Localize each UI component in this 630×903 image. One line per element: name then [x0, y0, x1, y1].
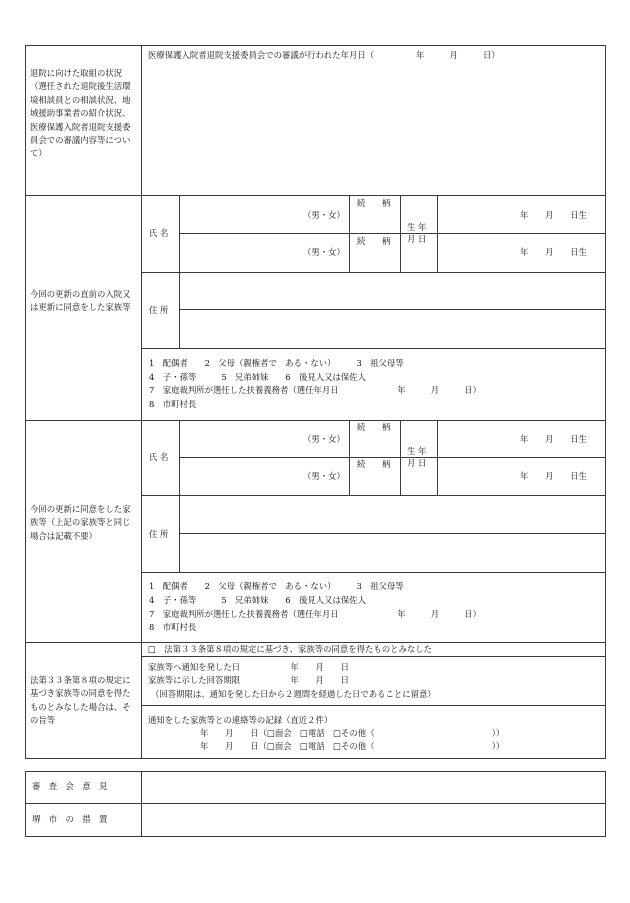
deadline-note: （回答期限は、通知を発した日から２週間を経過した日であることに留意）	[151, 689, 436, 699]
article33-heading: 法第３３条第８項の規定に基づき家族等の同意を得たものとみなした場合は、その旨等	[30, 675, 131, 726]
contact-record-row[interactable]: 年 月 日（□面会 □電話 □その他（ ））	[200, 741, 505, 751]
relation-option-1: 1 配偶者 2 父母（親権者で ある・ない） 3 祖父母等	[149, 358, 404, 368]
review-border-left	[25, 771, 26, 837]
relation-label: 続 柄	[357, 236, 391, 246]
contact-record-row[interactable]: 年 月 日（□面会 □電話 □その他（ ））	[200, 728, 505, 738]
family-prev-heading: 今回の更新の直前の入院又は更新に同意をした家族等	[30, 289, 131, 313]
family-current-heading: 今回の更新に同意をした家族等（上記の家族等と同じ場合は記載不要）	[30, 504, 131, 541]
relation-option-4: 8 市町村長	[149, 622, 197, 632]
relation-col-line	[349, 420, 350, 495]
address-label: 住 所	[149, 305, 169, 315]
relation-option-3: 7 家庭裁判所が選任した扶養義務者（選任年月日 年 月 日）	[149, 385, 481, 395]
row-line	[141, 705, 606, 706]
relation-option-4: 8 市町村長	[149, 399, 197, 409]
review-border-right	[605, 771, 606, 837]
retirement-efforts-heading: 退院に向けた取組の状況（選任された退院後生活環境相談員との相談状況、地域援助事業者の紹介状況、医療保護入院者退院支援委員会での審議内容等について）	[30, 68, 131, 159]
review-opinion-field[interactable]	[142, 772, 605, 803]
relation-option-2: 4 子・孫等 5 兄弟姉妹 6 後見人又は保佐人	[149, 595, 366, 605]
reply-deadline-line: 家族等に示した回答期限 年 月 日	[148, 675, 349, 685]
birth-label: 月 日	[407, 458, 427, 468]
birth-date-field: 年 月 日生	[520, 471, 587, 481]
contact-record-title: 通知をした家族等との連絡等の記録（直近２件）	[148, 715, 333, 725]
relation-label: 続 柄	[357, 422, 391, 432]
birth-label: 生 年	[407, 222, 427, 232]
birth-date-field: 年 月 日生	[520, 434, 587, 444]
gender-field: （男・女）	[303, 247, 345, 257]
review-table-bottom	[25, 836, 606, 837]
section-divider	[25, 195, 606, 196]
row-line	[141, 495, 606, 496]
label-col-line	[179, 420, 180, 572]
relation-option-1: 1 配偶者 2 父母（親権者で ある・ない） 3 祖父母等	[149, 581, 404, 591]
name-label: 氏 名	[149, 228, 169, 238]
relation-col-line	[349, 195, 350, 272]
birth-date-field: 年 月 日生	[520, 247, 587, 257]
row-line	[141, 272, 606, 273]
table-border-bottom	[25, 758, 606, 759]
table-border-right	[605, 45, 606, 759]
sakai-action-label: 堺 市 の 措 置	[32, 814, 108, 824]
label-col-line	[179, 195, 180, 348]
table-border-left	[25, 45, 26, 759]
notice-date-line: 家族等へ通知を発した日 年 月 日	[148, 662, 349, 672]
relation-label: 続 柄	[357, 198, 391, 208]
row-line	[141, 572, 606, 573]
birth-date-field: 年 月 日生	[520, 210, 587, 220]
name-label: 氏 名	[149, 452, 169, 462]
birth-col-line	[400, 420, 401, 495]
relation-option-2: 4 子・孫等 5 兄弟姉妹 6 後見人又は保佐人	[149, 372, 366, 382]
table-border-top	[25, 45, 606, 46]
gender-field: （男・女）	[303, 210, 345, 220]
relation-option-3: 7 家庭裁判所が選任した扶養義務者（選任年月日 年 月 日）	[149, 609, 481, 619]
birth-label: 月 日	[407, 234, 427, 244]
row-line	[141, 656, 606, 657]
table-column-divider	[141, 45, 142, 759]
section-divider	[25, 420, 606, 421]
relation-label: 続 柄	[357, 459, 391, 469]
address-label: 住 所	[149, 529, 169, 539]
deemed-consent-checkbox[interactable]: □ 法第３３条第８項の規定に基づき、家族等の同意を得たものとみなした	[148, 644, 432, 654]
row-line	[179, 457, 605, 458]
birth-col-line	[400, 195, 401, 272]
gender-field: （男・女）	[303, 471, 345, 481]
birth-label: 生 年	[407, 446, 427, 456]
row-line	[179, 233, 605, 234]
row-line	[179, 533, 605, 534]
committee-date-line: 医療保護入院者退院支援委員会での審議が行われた年月日（ 年 月 日）	[148, 50, 500, 60]
birthdate-col-line	[437, 195, 438, 272]
birthdate-col-line	[437, 420, 438, 495]
sakai-action-field[interactable]	[142, 804, 605, 836]
gender-field: （男・女）	[303, 434, 345, 444]
section-divider	[25, 642, 606, 643]
row-line	[141, 348, 606, 349]
row-line	[179, 309, 605, 310]
review-opinion-label: 審 査 会 意 見	[32, 781, 108, 791]
